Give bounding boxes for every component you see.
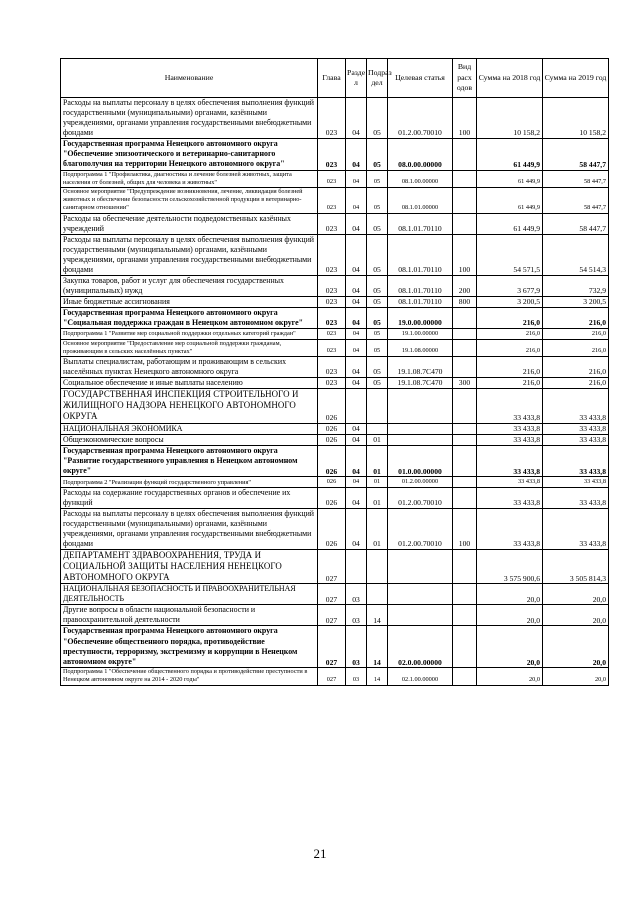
cell-section: 03 [346, 605, 367, 626]
cell-subsection: 01 [367, 508, 388, 549]
cell-sum-2019: 33 433,8 [543, 423, 609, 434]
cell-chapter: 026 [318, 487, 346, 508]
cell-target: 19.1.08.00000 [388, 339, 453, 356]
cell-type [453, 434, 477, 445]
cell-type [453, 188, 477, 214]
cell-type [453, 339, 477, 356]
cell-chapter: 026 [318, 434, 346, 445]
cell-subsection: 01 [367, 487, 388, 508]
cell-target: 01.2.00.70010 [388, 487, 453, 508]
table-row [61, 213, 609, 234]
cell-target: 08.0.00.00000 [388, 139, 453, 171]
cell-chapter: 023 [318, 275, 346, 296]
cell-subsection: 05 [367, 188, 388, 214]
cell-sum-2018: 33 433,8 [477, 434, 543, 445]
cell-target: 02.0.00.00000 [388, 626, 453, 668]
cell-section: 04 [346, 378, 367, 389]
cell-subsection: 05 [367, 170, 388, 187]
cell-sum-2019: 33 433,8 [543, 487, 609, 508]
header-sum-2019: Сумма на 2019 год [543, 59, 609, 98]
cell-sum-2019: 20,0 [543, 626, 609, 668]
cell-subsection [367, 549, 388, 584]
cell-section: 04 [346, 275, 367, 296]
cell-sum-2018: 20,0 [477, 605, 543, 626]
cell-subsection: 14 [367, 626, 388, 668]
table-row [61, 188, 609, 214]
cell-chapter: 023 [318, 139, 346, 171]
cell-target: 02.1.00.00000 [388, 668, 453, 685]
cell-name: Расходы на обеспечение деятельности подведомственных казённых учреждений [61, 213, 318, 234]
table-row [61, 329, 609, 340]
cell-name: Государственная программа Ненецкого автономного округа "Обеспечение общественного порядка, противодействие преступности, терроризму, экстремизму и коррупции в Ненецком автономном округе" [61, 626, 318, 668]
cell-target: 08.1.01.70110 [388, 213, 453, 234]
cell-name: ГОСУДАРСТВЕННАЯ ИНСПЕКЦИЯ СТРОИТЕЛЬНОГО И ЖИЛИЩНОГО НАДЗОРА НЕНЕЦКОГО АВТОНОМНОГО ОКРУГА [61, 389, 318, 424]
cell-type: 800 [453, 296, 477, 307]
cell-sum-2018: 33 433,8 [477, 487, 543, 508]
cell-section: 04 [346, 296, 367, 307]
cell-chapter: 023 [318, 234, 346, 275]
cell-sum-2018: 216,0 [477, 329, 543, 340]
cell-subsection: 05 [367, 275, 388, 296]
cell-sum-2019: 33 433,8 [543, 445, 609, 477]
cell-subsection: 05 [367, 234, 388, 275]
cell-type [453, 668, 477, 685]
cell-section: 03 [346, 668, 367, 685]
cell-type [453, 307, 477, 328]
cell-name: Общеэкономические вопросы [61, 434, 318, 445]
cell-name: Иные бюджетные ассигнования [61, 296, 318, 307]
cell-chapter: 023 [318, 296, 346, 307]
table-row [61, 307, 609, 328]
cell-sum-2019: 58 447,7 [543, 170, 609, 187]
cell-target: 08.1.01.70110 [388, 296, 453, 307]
cell-subsection: 14 [367, 668, 388, 685]
table-row [61, 487, 609, 508]
cell-sum-2019: 54 514,3 [543, 234, 609, 275]
cell-sum-2019: 216,0 [543, 329, 609, 340]
cell-name: НАЦИОНАЛЬНАЯ ЭКОНОМИКА [61, 423, 318, 434]
cell-section: 04 [346, 170, 367, 187]
cell-section: 04 [346, 213, 367, 234]
table-row [61, 668, 609, 685]
cell-target: 08.1.01.70110 [388, 275, 453, 296]
cell-type [453, 487, 477, 508]
cell-subsection: 01 [367, 445, 388, 477]
cell-type [453, 605, 477, 626]
cell-type: 200 [453, 275, 477, 296]
table-row [61, 275, 609, 296]
cell-chapter: 023 [318, 188, 346, 214]
cell-sum-2019: 58 447,7 [543, 213, 609, 234]
cell-sum-2019: 216,0 [543, 378, 609, 389]
cell-sum-2019: 732,9 [543, 275, 609, 296]
cell-target [388, 434, 453, 445]
cell-target [388, 549, 453, 584]
cell-sum-2018: 61 449,9 [477, 213, 543, 234]
table-row [61, 605, 609, 626]
table-row [61, 378, 609, 389]
cell-name: Подпрограмма 1 "Обеспечение общественного порядка и противодействие преступности в Ненецком автономном округе на 2014 - 2020 годы" [61, 668, 318, 685]
cell-target [388, 389, 453, 424]
cell-sum-2019: 33 433,8 [543, 389, 609, 424]
cell-target: 08.1.01.70110 [388, 234, 453, 275]
table-row [61, 389, 609, 424]
cell-sum-2018: 3 677,9 [477, 275, 543, 296]
cell-name: Расходы на выплаты персоналу в целях обеспечения выполнения функций государственными (муниципальными) органами, казёнными учреждениями, органами управления государственными внебюджетными фондами [61, 508, 318, 549]
cell-subsection [367, 423, 388, 434]
cell-chapter: 026 [318, 477, 346, 488]
cell-sum-2018: 216,0 [477, 307, 543, 328]
table-row [61, 98, 609, 139]
table-body [61, 98, 609, 686]
cell-sum-2019: 33 433,8 [543, 477, 609, 488]
cell-subsection: 05 [367, 307, 388, 328]
cell-name: Государственная программа Ненецкого автономного округа "Социальная поддержка граждан в Ненецком автономном округе" [61, 307, 318, 328]
cell-section: 04 [346, 357, 367, 378]
cell-name: Государственная программа Ненецкого автономного округа "Развитие государственного управления в Ненецком автономном округе" [61, 445, 318, 477]
cell-sum-2019: 10 158,2 [543, 98, 609, 139]
cell-sum-2018: 33 433,8 [477, 389, 543, 424]
cell-target: 19.1.08.7С470 [388, 357, 453, 378]
cell-type: 300 [453, 378, 477, 389]
header-sum-2018: Сумма на 2018 год [477, 59, 543, 98]
cell-type [453, 423, 477, 434]
cell-section: 04 [346, 329, 367, 340]
cell-chapter: 027 [318, 549, 346, 584]
cell-section: 04 [346, 508, 367, 549]
cell-sum-2018: 33 433,8 [477, 477, 543, 488]
cell-section: 04 [346, 339, 367, 356]
cell-target: 19.1.08.7С470 [388, 378, 453, 389]
cell-subsection: 05 [367, 139, 388, 171]
cell-sum-2018: 216,0 [477, 339, 543, 356]
cell-section: 04 [346, 423, 367, 434]
cell-type [453, 357, 477, 378]
table-row [61, 339, 609, 356]
header-name: Наименование [61, 59, 318, 98]
cell-target: 01.2.00.70010 [388, 508, 453, 549]
table-row [61, 477, 609, 488]
cell-sum-2019: 20,0 [543, 668, 609, 685]
cell-sum-2019: 3 200,5 [543, 296, 609, 307]
cell-name: Подпрограмма 2 "Реализация функций государственного управления" [61, 477, 318, 488]
cell-chapter: 027 [318, 626, 346, 668]
cell-target [388, 584, 453, 605]
cell-section: 04 [346, 139, 367, 171]
table-row [61, 423, 609, 434]
page-number: 21 [313, 846, 327, 861]
cell-target: 19.1.00.00000 [388, 329, 453, 340]
budget-table [60, 58, 609, 686]
header-subsection: Подраз дел [367, 59, 388, 98]
cell-sum-2018: 216,0 [477, 357, 543, 378]
cell-sum-2018: 33 433,8 [477, 445, 543, 477]
cell-chapter: 023 [318, 339, 346, 356]
cell-section [346, 549, 367, 584]
cell-sum-2019: 58 447,7 [543, 139, 609, 171]
cell-sum-2018: 61 449,9 [477, 139, 543, 171]
cell-subsection: 05 [367, 357, 388, 378]
cell-chapter: 026 [318, 445, 346, 477]
cell-chapter: 023 [318, 378, 346, 389]
cell-type [453, 389, 477, 424]
cell-target: 01.2.00.00000 [388, 477, 453, 488]
cell-chapter: 023 [318, 98, 346, 139]
header-target: Целевая статья [388, 59, 453, 98]
cell-sum-2019: 33 433,8 [543, 508, 609, 549]
cell-section: 04 [346, 445, 367, 477]
cell-subsection: 05 [367, 98, 388, 139]
cell-subsection: 01 [367, 434, 388, 445]
table-header-row [61, 59, 609, 98]
cell-section: 04 [346, 434, 367, 445]
cell-target [388, 605, 453, 626]
cell-section: 04 [346, 234, 367, 275]
table-row [61, 508, 609, 549]
cell-type: 100 [453, 234, 477, 275]
cell-chapter: 026 [318, 423, 346, 434]
cell-subsection: 01 [367, 477, 388, 488]
cell-subsection [367, 389, 388, 424]
header-section: Разде л [346, 59, 367, 98]
cell-name: Другие вопросы в области национальной безопасности и правоохранительной деятельности [61, 605, 318, 626]
cell-sum-2019: 3 505 814,3 [543, 549, 609, 584]
cell-subsection: 05 [367, 296, 388, 307]
cell-sum-2018: 33 433,8 [477, 423, 543, 434]
cell-sum-2018: 61 449,9 [477, 188, 543, 214]
cell-subsection: 05 [367, 329, 388, 340]
cell-name: Подпрограмма 1 "Профилактика, диагностика и лечение болезней животных, защита населения от болезней, общих для человека и животных" [61, 170, 318, 187]
cell-target [388, 423, 453, 434]
cell-name: Подпрограмма 1 "Развитие мер социальной поддержки отдельных категорий граждан" [61, 329, 318, 340]
table-row [61, 549, 609, 584]
cell-name: Расходы на выплаты персоналу в целях обеспечения выполнения функций государственными (муниципальными) органами, казёнными учреждениями, органами управления государственными внебюджетными фондами [61, 98, 318, 139]
cell-sum-2018: 10 158,2 [477, 98, 543, 139]
cell-sum-2019: 216,0 [543, 357, 609, 378]
cell-chapter: 023 [318, 357, 346, 378]
cell-name: Расходы на выплаты персоналу в целях обеспечения выполнения функций государственными (муниципальными) органами, казёнными учреждениями, органами управления государственными внебюджетными фондами [61, 234, 318, 275]
cell-name: Закупка товаров, работ и услуг для обеспечения государственных (муниципальных) нужд [61, 275, 318, 296]
cell-type [453, 477, 477, 488]
cell-name: Выплаты специалистам, работающим и проживающим в сельских населённых пунктах Ненецкого автономного округа [61, 357, 318, 378]
cell-name: Основное мероприятие "Предоставление мер социальной поддержки гражданам, проживающим в сельских населённых пунктах" [61, 339, 318, 356]
cell-chapter: 023 [318, 307, 346, 328]
cell-type [453, 139, 477, 171]
table-row [61, 170, 609, 187]
table-row [61, 139, 609, 171]
header-type: Вид расх одов [453, 59, 477, 98]
cell-type: 100 [453, 98, 477, 139]
cell-name: ДЕПАРТАМЕНТ ЗДРАВООХРАНЕНИЯ, ТРУДА И СОЦИАЛЬНОЙ ЗАЩИТЫ НАСЕЛЕНИЯ НЕНЕЦКОГО АВТОНОМНОГО ОКРУГА [61, 549, 318, 584]
cell-section: 04 [346, 307, 367, 328]
cell-section: 03 [346, 584, 367, 605]
cell-target: 08.1.00.00000 [388, 170, 453, 187]
cell-sum-2018: 216,0 [477, 378, 543, 389]
cell-type [453, 213, 477, 234]
cell-chapter: 027 [318, 584, 346, 605]
table-row [61, 234, 609, 275]
cell-chapter: 026 [318, 508, 346, 549]
cell-type [453, 549, 477, 584]
cell-sum-2018: 61 449,9 [477, 170, 543, 187]
cell-name: Государственная программа Ненецкого автономного округа "Обеспечение эпизоотического и ветеринарно-санитарного благополучия на территории Ненецкого автономного округа" [61, 139, 318, 171]
cell-sum-2019: 20,0 [543, 584, 609, 605]
table-row [61, 445, 609, 477]
cell-name: НАЦИОНАЛЬНАЯ БЕЗОПАСНОСТЬ И ПРАВООХРАНИТЕЛЬНАЯ ДЕЯТЕЛЬНОСТЬ [61, 584, 318, 605]
cell-sum-2018: 20,0 [477, 668, 543, 685]
cell-target: 01.2.00.70010 [388, 98, 453, 139]
cell-chapter: 023 [318, 213, 346, 234]
cell-section: 04 [346, 477, 367, 488]
cell-subsection: 14 [367, 605, 388, 626]
table-row [61, 296, 609, 307]
cell-sum-2019: 216,0 [543, 339, 609, 356]
cell-type: 100 [453, 508, 477, 549]
cell-sum-2018: 54 571,5 [477, 234, 543, 275]
cell-target: 19.0.00.00000 [388, 307, 453, 328]
cell-section: 04 [346, 188, 367, 214]
table-row [61, 584, 609, 605]
cell-sum-2018: 33 433,8 [477, 508, 543, 549]
table-row [61, 357, 609, 378]
cell-subsection: 05 [367, 378, 388, 389]
cell-section [346, 389, 367, 424]
cell-chapter: 023 [318, 170, 346, 187]
cell-sum-2019: 33 433,8 [543, 434, 609, 445]
cell-sum-2019: 58 447,7 [543, 188, 609, 214]
cell-chapter: 027 [318, 668, 346, 685]
cell-sum-2018: 3 200,5 [477, 296, 543, 307]
cell-type [453, 584, 477, 605]
cell-sum-2018: 3 575 900,6 [477, 549, 543, 584]
cell-target: 08.1.01.00000 [388, 188, 453, 214]
cell-sum-2019: 20,0 [543, 605, 609, 626]
cell-sum-2018: 20,0 [477, 584, 543, 605]
table-row [61, 434, 609, 445]
cell-subsection: 05 [367, 213, 388, 234]
cell-subsection: 05 [367, 339, 388, 356]
cell-chapter: 026 [318, 389, 346, 424]
cell-type [453, 626, 477, 668]
header-chapter: Глава [318, 59, 346, 98]
cell-target: 01.0.00.00000 [388, 445, 453, 477]
cell-name: Расходы на содержание государственных органов и обеспечение их функций [61, 487, 318, 508]
cell-section: 04 [346, 98, 367, 139]
cell-section: 04 [346, 487, 367, 508]
cell-name: Основное мероприятие "Предупреждение возникновения, лечение, ликвидация болезней животных и обеспечение безопасности сельскохозяйственной продукции в ветеринарно-санитарном отношении" [61, 188, 318, 214]
cell-section: 03 [346, 626, 367, 668]
cell-type [453, 329, 477, 340]
cell-name: Социальное обеспечение и иные выплаты населению [61, 378, 318, 389]
cell-subsection [367, 584, 388, 605]
cell-sum-2018: 20,0 [477, 626, 543, 668]
cell-type [453, 170, 477, 187]
table-row [61, 626, 609, 668]
cell-type [453, 445, 477, 477]
cell-chapter: 027 [318, 605, 346, 626]
cell-sum-2019: 216,0 [543, 307, 609, 328]
cell-chapter: 023 [318, 329, 346, 340]
